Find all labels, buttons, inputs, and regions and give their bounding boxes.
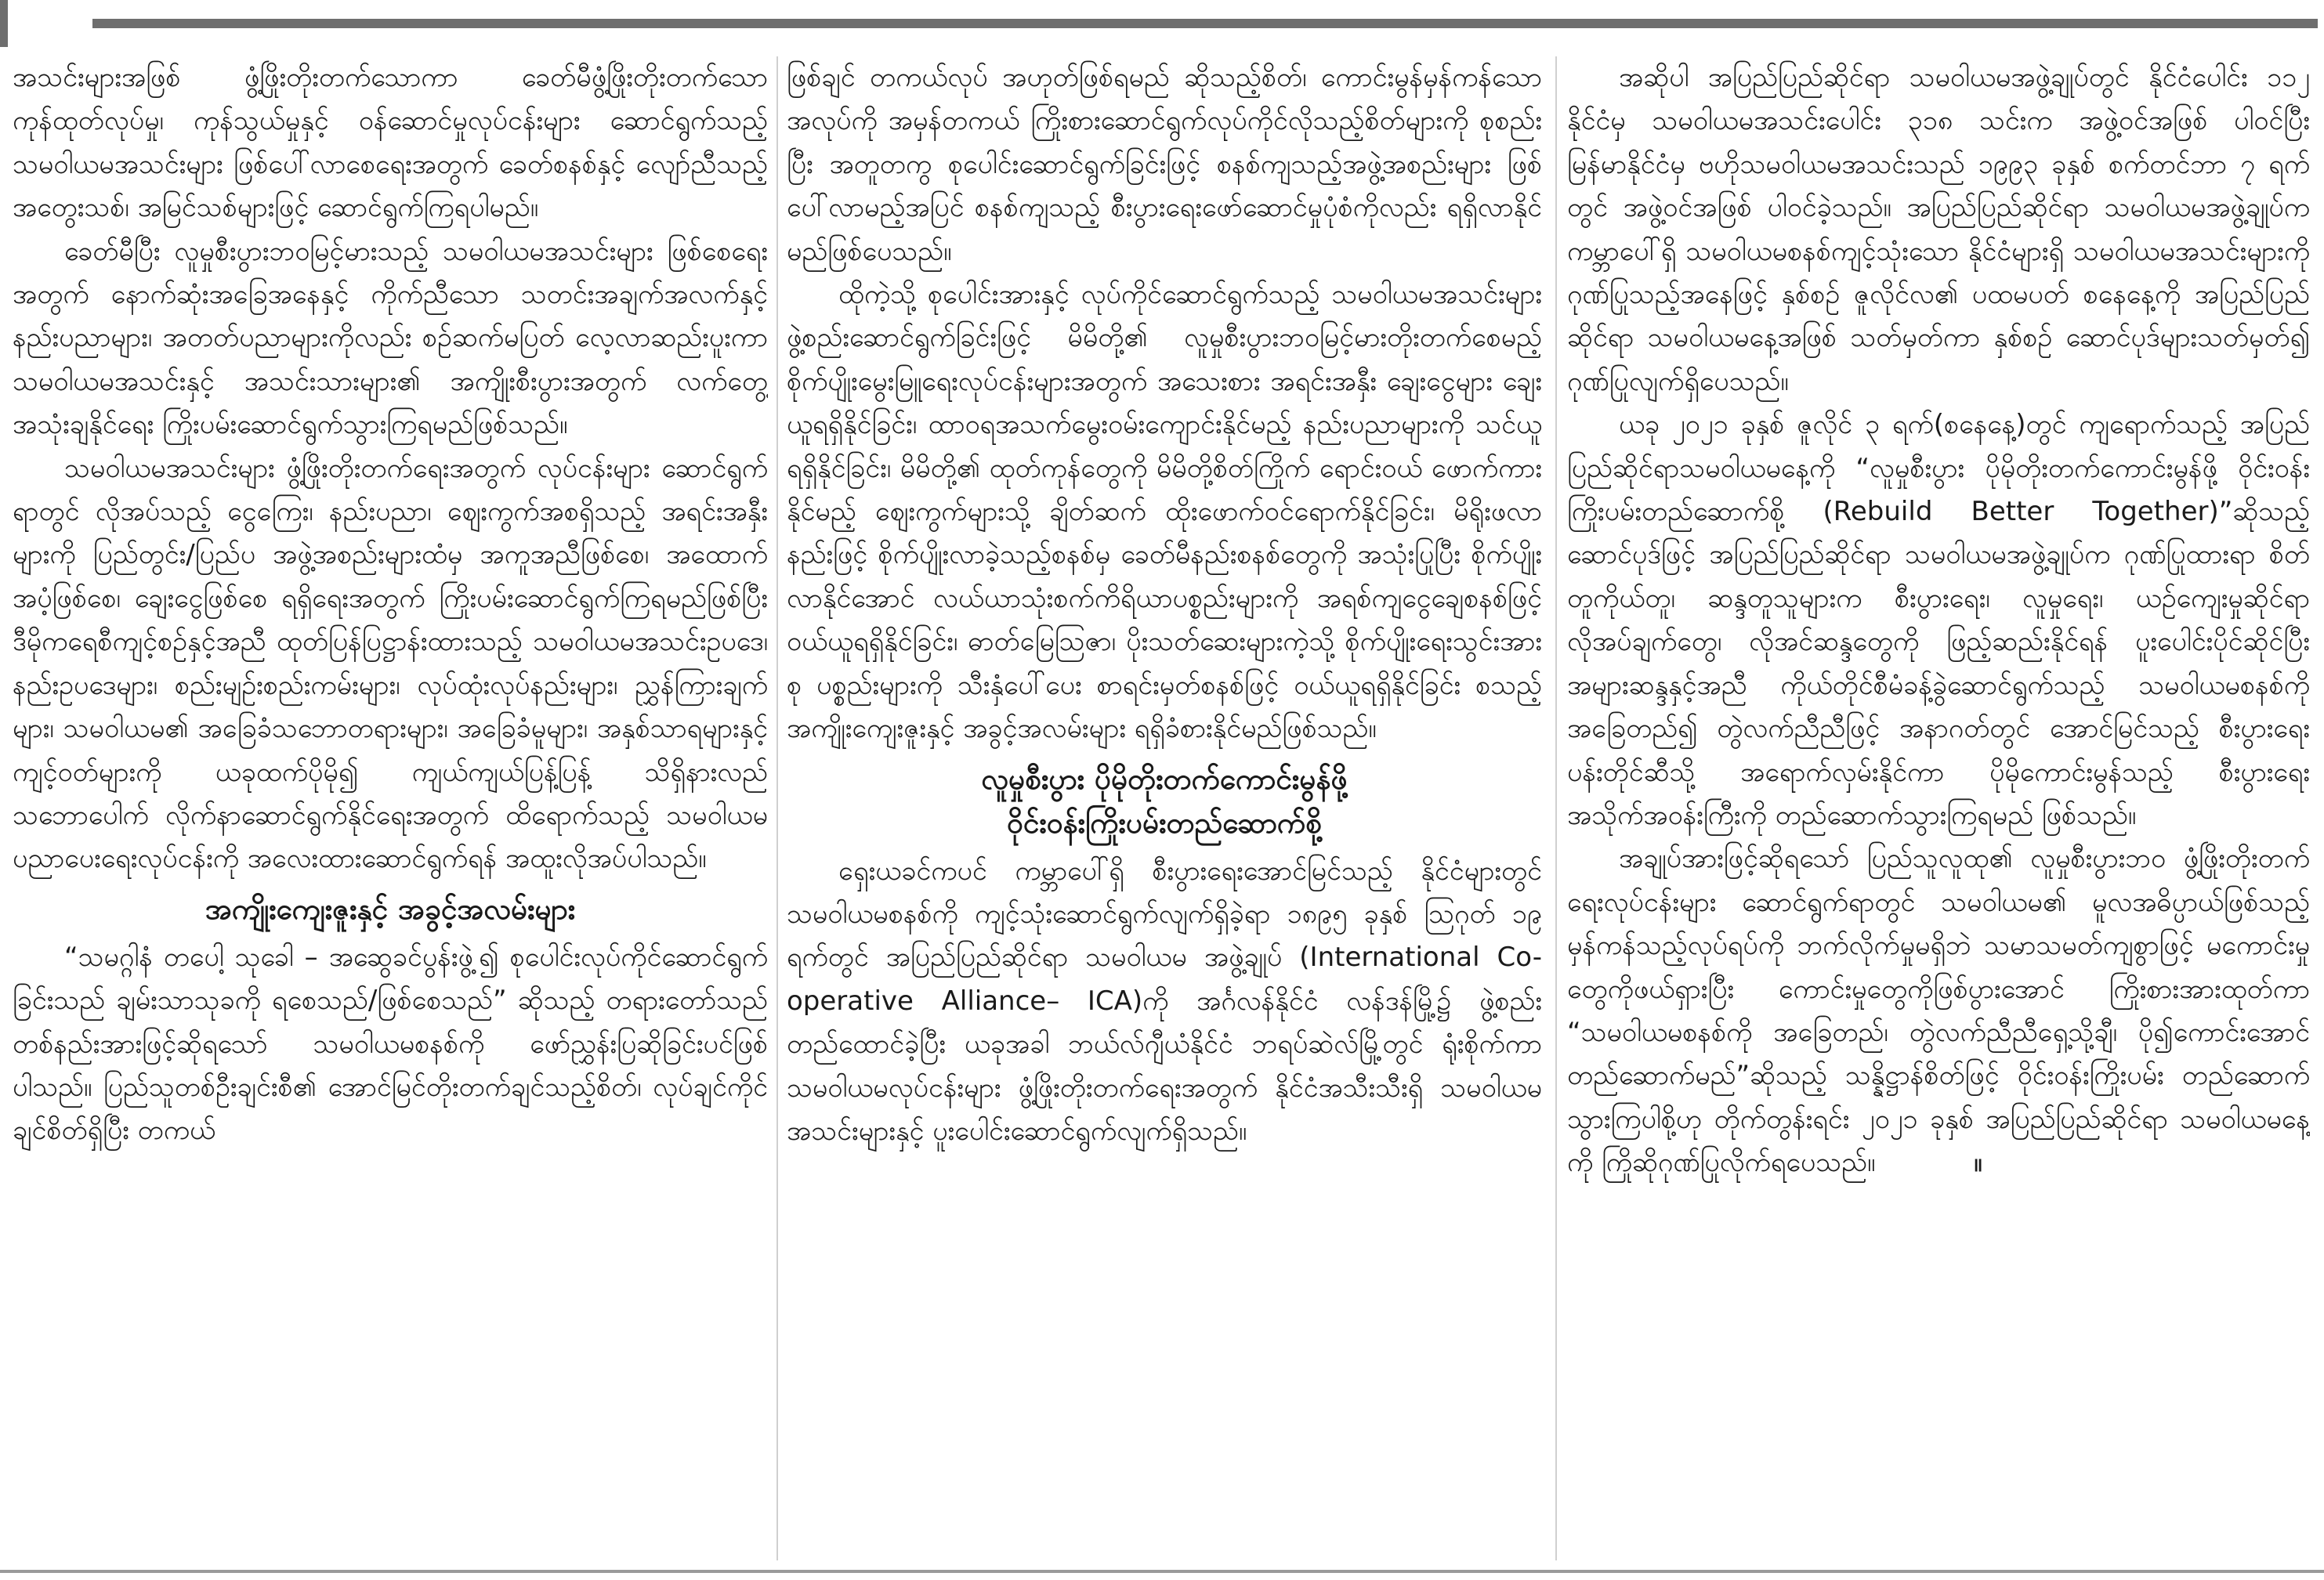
section-heading-line-2: ဝိုင်းဝန်းကြိုးပမ်းတည်ဆောက်စို့ — [1007, 805, 1322, 840]
column-divider — [776, 56, 778, 1560]
section-heading — [787, 757, 1542, 845]
paragraph: ထိုကဲ့သို့ စုပေါင်းအားနှင့် လုပ်ကိုင်ဆောင်ရွက်သည့် သမဝါယမအသင်းများ ဖွဲ့စည်းဆောင်ရွက်ခြင်းဖြင့် မိမိတို့၏ လူမှုစီးပွားဘဝမြင့်မားတိုးတက်စေမည့် စိုက်ပျိုးမွေးမြူရေးလုပ်ငန်းများအတွက် အသေးစား အရင်းအနှီး ချေးငွေများ ချေးယူရရှိနိုင်ခြင်း၊ ထာဝရအသက်မွေးဝမ်းကျောင်းနိုင်မည့် နည်းပညာများကို သင်ယူရရှိနိုင်ခြင်း၊ မိမိတို့၏ ထုတ်ကုန်တွေကို မိမိတို့စိတ်ကြိုက် ရောင်းဝယ် ဖောက်ကားနိုင်မည့် ဈေးကွက်များသို့ ချိတ်ဆက် ထိုးဖောက်ဝင်ရောက်နိုင်ခြင်း၊ မိရိုးဖလာနည်းဖြင့် စိုက်ပျိုးလာခဲ့သည့်စနစ်မှ ခေတ်မီနည်းစနစ်တွေကို အသုံးပြုပြီး စိုက်ပျိုးလာနိုင်အောင် လယ်ယာသုံးစက်ကိရိယာပစ္စည်းများကို အရစ်ကျငွေချေစနစ်ဖြင့် ဝယ်ယူရရှိနိုင်ခြင်း၊ ဓာတ်မြေဩဇာ၊ ပိုးသတ်ဆေးများကဲ့သို့ စိုက်ပျိုးရေးသွင်းအားစု ပစ္စည်းများကို သီးနှံပေါ်ပေး စာရင်းမှတ်စနစ်ဖြင့် ဝယ်ယူရရှိနိုင်ခြင်း စသည့် အကျိုးကျေးဇူးနှင့် အခွင့်အလမ်းများ ရရှိခံစားနိုင်မည်ဖြစ်သည်။ — [787, 279, 1542, 745]
article-column-1 — [13, 56, 768, 1564]
section-heading: အကျိုးကျေးဇူးနှင့် အခွင့်အလမ်းများ — [205, 891, 576, 926]
top-rule — [92, 19, 2318, 28]
paragraph: “သမဂ္ဂါနံ တပေါ့ သုခေါ – အဆွေခင်ပွန်းဖွဲ့၍ စုပေါင်းလုပ်ကိုင်ဆောင်ရွက်ခြင်းသည် ချမ်းသာသုခကို ရစေသည်/ဖြစ်စေသည်” ဆိုသည့် တရားတော်သည် တစ်နည်းအားဖြင့်ဆိုရသော် သမဝါယမစနစ်ကို ဖော်ညွှန်းပြဆိုခြင်းပင်ဖြစ်ပါသည်။ ပြည်သူတစ်ဦးချင်းစီ၏ အောင်မြင်တိုးတက်ချင်သည့်စိတ်၊ လုပ်ချင်ကိုင်ချင်စိတ်ရှိပြီး တကယ် — [13, 941, 768, 1147]
paragraph: ယခု ၂၀၂၁ ခုနှစ် ဇူလိုင် ၃ ရက်(စနေနေ့)တွင် ကျရောက်သည့် အပြည်ပြည်ဆိုင်ရာသမဝါယမနေ့ကို “လူမှုစီးပွား ပိုမိုတိုးတက်ကောင်းမွန်ဖို့ ဝိုင်းဝန်းကြိုးပမ်းတည်ဆောက်စို့ (Rebuild Better Together)”ဆိုသည့် ဆောင်ပုဒ်ဖြင့် အပြည်ပြည်ဆိုင်ရာ သမဝါယမအဖွဲ့ချုပ်က ဂုဏ်ပြုထားရာ စိတ်တူကိုယ်တူ၊ ဆန္ဒတူသူများက စီးပွားရေး၊ လူမှုရေး၊ ယဉ်ကျေးမှုဆိုင်ရာ လိုအပ်ချက်တွေ၊ လိုအင်ဆန္ဒတွေကို ဖြည့်ဆည်းနိုင်ရန် ပူးပေါင်းပိုင်ဆိုင်ပြီး အများဆန္ဒနှင့်အညီ ကိုယ်တိုင်စီမံခန့်ခွဲဆောင်ရွက်သည့် သမဝါယမစနစ်ကို အခြေတည်၍ တွဲလက်ညီညီဖြင့် အနာဂတ်တွင် အောင်မြင်သည့် စီးပွားရေးပန်းတိုင်ဆီသို့ အရောက်လှမ်းနိုင်ကာ ပိုမိုကောင်းမွန်သည့် စီးပွားရေးအသိုက်အဝန်းကြီးကို တည်ဆောက်သွားကြရမည် ဖြစ်သည်။ — [1567, 409, 2310, 831]
paragraph-text: အချုပ်အားဖြင့်ဆိုရသော် ပြည်သူလူထု၏ လူမှုစီးပွားဘဝ ဖွံ့ဖြိုးတိုးတက်ရေးလုပ်ငန်းများ ဆောင်ရွက်ရာတွင် သမဝါယမ၏ မူလအဓိပ္ပာယ်ဖြစ်သည့် မှန်ကန်သည့်လုပ်ရပ်ကို ဘက်လိုက်မှုမရှိဘဲ သမာသမတ်ကျစွာဖြင့် မကောင်းမှုတွေကိုဖယ်ရှားပြီး ကောင်းမှုတွေကိုဖြစ်ပွားအောင် ကြိုးစားအားထုတ်ကာ “သမဝါယမစနစ်ကို အခြေတည်၊ တွဲလက်ညီညီရှေ့သို့ချီ၊ ပို၍ကောင်းအောင် တည်ဆောက်မည်”ဆိုသည့် သန္နိဋ္ဌာန်စိတ်ဖြင့် ဝိုင်းဝန်းကြိုးပမ်း တည်ဆောက်သွားကြပါစို့ဟု တိုက်တွန်းရင်း ၂၀၂၁ ခုနှစ် အပြည်ပြည်ဆိုင်ရာ သမဝါယမနေ့ကို ကြိုဆိုဂုဏ်ပြုလိုက်ရပေသည်။ — [1567, 843, 2310, 1179]
paragraph: ခေတ်မီပြီး လူမှုစီးပွားဘဝမြင့်မားသည့် သမဝါယမအသင်းများ ဖြစ်စေရေးအတွက် နောက်ဆုံးအခြေအနေနှင့် ကိုက်ညီသော သတင်းအချက်အလက်နှင့် နည်းပညာများ၊ အတတ်ပညာများကိုလည်း စဉ်ဆက်မပြတ် လေ့လာဆည်းပူးကာ သမဝါယမအသင်းနှင့် အသင်းသားများ၏ အကျိုးစီးပွားအတွက် လက်တွေ့ အသုံးချနိုင်ရေး ကြိုးပမ်းဆောင်ရွက်သွားကြရမည်ဖြစ်သည်။ — [13, 235, 768, 441]
paragraph: အသင်းများအဖြစ် ဖွံ့ဖြိုးတိုးတက်သောကာ ခေတ်မီဖွံ့ဖြိုးတိုးတက်သော ကုန်ထုတ်လုပ်မှု၊ ကုန်သွယ်မှုနှင့် ဝန်ဆောင်မှုလုပ်ငန်းများ ဆောင်ရွက်သည့် သမဝါယမအသင်းများ ဖြစ်ပေါ်လာစေရေးအတွက် ခေတ်စနစ်နှင့် လျော်ညီသည့် အတွေးသစ်၊ အမြင်သစ်များဖြင့် ဆောင်ရွက်ကြရပါမည်။ — [13, 62, 768, 224]
paragraph — [1567, 837, 2310, 1184]
column-divider — [1555, 56, 1557, 1560]
paragraph: အဆိုပါ အပြည်ပြည်ဆိုင်ရာ သမဝါယမအဖွဲ့ချုပ်တွင် နိုင်ငံပေါင်း ၁၁၂ နိုင်ငံမှ သမဝါယမအသင်းပေါင်း ၃၁၈ သင်းက အဖွဲ့ဝင်အဖြစ် ပါဝင်ပြီး မြန်မာနိုင်ငံမှ ဗဟိုသမဝါယမအသင်းသည် ၁၉၉၃ ခုနှစ် စက်တင်ဘာ ၇ ရက်တွင် အဖွဲ့ဝင်အဖြစ် ပါဝင်ခဲ့သည်။ အပြည်ပြည်ဆိုင်ရာ သမဝါယမအဖွဲ့ချုပ်က ကမ္ဘာပေါ်ရှိ သမဝါယမစနစ်ကျင့်သုံးသော နိုင်ငံများရှိ သမဝါယမအသင်းများကို ဂုဏ်ပြုသည့်အနေဖြင့် နှစ်စဉ် ဇူလိုင်လ၏ ပထမပတ် စနေနေ့ကို အပြည်ပြည်ဆိုင်ရာ သမဝါယမနေ့အဖြစ် သတ်မှတ်ကာ နှစ်စဉ် ဆောင်ပုဒ်များသတ်မှတ်၍ ဂုဏ်ပြုလျက်ရှိပေသည်။ — [1567, 62, 2310, 397]
paragraph: သမဝါယမအသင်းများ ဖွံ့ဖြိုးတိုးတက်ရေးအတွက် လုပ်ငန်းများ ဆောင်ရွက်ရာတွင် လိုအပ်သည့် ငွေကြေး၊ နည်းပညာ၊ ဈေးကွက်အစရှိသည့် အရင်းအနှီးများကို ပြည်တွင်း/ပြည်ပ အဖွဲ့အစည်းများထံမှ အကူအညီဖြစ်စေ၊ အထောက်အပံ့ဖြစ်စေ၊ ချေးငွေဖြစ်စေ ရရှိရေးအတွက် ကြိုးပမ်းဆောင်ရွက်ကြရမည်ဖြစ်ပြီး ဒီမိုကရေစီကျင့်စဉ်နှင့်အညီ ထုတ်ပြန်ပြဋ္ဌာန်းထားသည့် သမဝါယမအသင်းဥပဒေ၊ နည်းဥပဒေများ၊ စည်းမျဉ်းစည်းကမ်းများ၊ လုပ်ထုံးလုပ်နည်းများ၊ ညွှန်ကြားချက်များ၊ သမဝါယမ၏ အခြေခံသဘောတရားများ၊ အခြေခံမူများ၊ အနှစ်သာရများနှင့် ကျင့်ဝတ်များကို ယခုထက်ပိုမို၍ ကျယ်ကျယ်ပြန့်ပြန့် သိရှိနားလည် သဘောပေါက် လိုက်နာဆောင်ရွက်နိုင်ရေးအတွက် ထိရောက်သည့် သမဝါယမ ပညာပေးရေးလုပ်ငန်းကို အလေးထားဆောင်ရွက်ရန် အထူးလိုအပ်ပါသည်။ — [13, 452, 768, 875]
article-end-mark: ။ — [1974, 1147, 1982, 1179]
paragraph: ဖြစ်ချင် တကယ်လုပ် အဟုတ်ဖြစ်ရမည် ဆိုသည့်စိတ်၊ ကောင်းမွန်မှန်ကန်သောအလုပ်ကို အမှန်တကယ် ကြိုးစားဆောင်ရွက်လုပ်ကိုင်လိုသည့်စိတ်များကို စုစည်းပြီး အတူတကွ စုပေါင်းဆောင်ရွက်ခြင်းဖြင့် စနစ်ကျသည့်အဖွဲ့အစည်းများ ဖြစ်ပေါ်လာမည့်အပြင် စနစ်ကျသည့် စီးပွားရေးဖော်ဆောင်မှုပုံစံကိုလည်း ရရှိလာနိုင်မည်ဖြစ်ပေသည်။ — [787, 62, 1542, 267]
corner-rule — [0, 0, 8, 47]
article-column-2 — [787, 56, 1542, 1564]
bottom-rule — [0, 1570, 2324, 1573]
section-heading-line-1: လူမှုစီးပွား ပိုမိုတိုးတက်ကောင်းမွန်ဖို့ — [981, 761, 1348, 796]
paragraph: ရှေးယခင်ကပင် ကမ္ဘာပေါ်ရှိ စီးပွားရေးအောင်မြင်သည့် နိုင်ငံများတွင် သမဝါယမစနစ်ကို ကျင့်သုံးဆောင်ရွက်လျက်ရှိခဲ့ရာ ၁၈၉၅ ခုနှစ် ဩဂုတ် ၁၉ ရက်တွင် အပြည်ပြည်ဆိုင်ရာ သမဝါယမ အဖွဲ့ချုပ် (International Co-operative Alliance– ICA)ကို အင်္ဂလန်နိုင်ငံ လန်ဒန်မြို့၌ ဖွဲ့စည်းတည်ထောင်ခဲ့ပြီး ယခုအခါ ဘယ်လ်ဂျီယံနိုင်ငံ ဘရပ်ဆဲလ်မြို့တွင် ရုံးစိုက်ကာ သမဝါယမလုပ်ငန်းများ ဖွံ့ဖြိုးတိုးတက်ရေးအတွက် နိုင်ငံအသီးသီးရှိ သမဝါယမအသင်းများနှင့် ပူးပေါင်းဆောင်ရွက်လျက်ရှိသည်။ — [787, 855, 1542, 1147]
article-column-3 — [1567, 56, 2310, 1564]
